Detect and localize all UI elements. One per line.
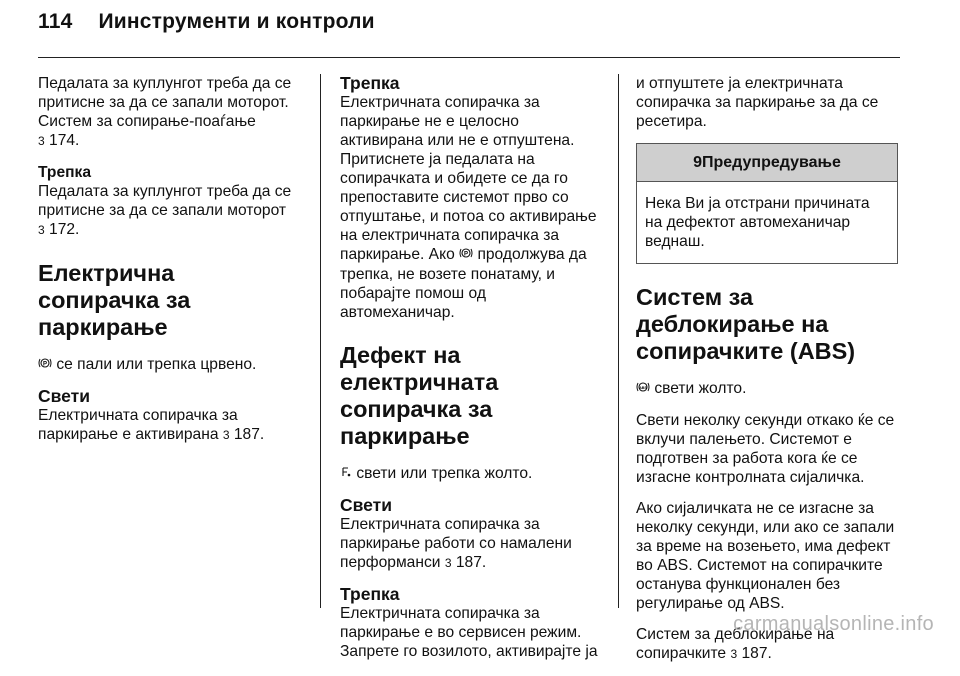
paragraph: Педалата за куплунгот треба да се притисне за да се запали моторот 3 172. [38,183,292,238]
page-reference-link[interactable]: 187. [233,426,265,443]
section-heading: Дефект на електричната сопирачка за паркирање [340,342,499,449]
subheading: Трепка [340,584,400,604]
header-rule [38,57,900,58]
reference-arrow-icon: 3 [38,223,45,237]
abs-icon [636,380,650,399]
column-1 [38,74,300,457]
warning-text: Нека Ви ја отстрани причината на дефектот автомеханичар веднаш. [645,195,870,250]
paragraph: Ако сијаличката не се изгасне за неколку секунди, или ако се запали за време на возењето, има дефект во ABS. Системот на сопирачките останува функционален без регулирање од ABS. [636,500,895,612]
column-3 [636,74,898,676]
subheading: Свети [38,386,90,406]
section-heading: Електрична сопирачка за паркирање [38,260,191,340]
warning-header [637,144,897,182]
paragraph: Електричната сопирачка за паркирање е во сервисен режим. Запрете го возилото, активирајте ја [340,605,598,660]
paragraph: и отпуштете ја електричната сопирачка за паркирање за да се ресетира. [636,75,879,130]
column-2 [340,74,602,673]
svg-text:P: P [42,361,48,368]
column-divider [618,74,619,608]
section-heading: Систем за деблокирање на сопирачките (ABS) [636,284,856,364]
svg-text:P: P [464,251,469,258]
warning-triangle-icon: 9 [693,154,702,171]
page-reference-link[interactable]: 172. [49,221,80,238]
subheading: Трепка [38,164,92,181]
paragraph: Свети неколку секунди откако ќе се вклучи палењето. Системот е подготвен за работа кога ќе се изгасне контролната сијаличка. [636,412,895,486]
paragraph: Електричната сопирачка за паркирање работи со намалени перформанси 3 187. [340,516,572,571]
subheading: Свети [340,495,392,515]
paragraph: ABS свети жолто. [636,379,898,399]
page-reference-link[interactable]: 187. [741,645,772,662]
page-reference-link[interactable]: 174. [49,132,80,149]
page-header [38,10,375,34]
parking-brake-icon [38,356,52,375]
paragraph: Педалата за куплунгот треба да се притисне за да се запали моторот. Систем за сопирање-поаѓање 3 174. [38,75,292,149]
warning-box [636,143,898,264]
watermark: carmanualsonline.info [733,613,934,635]
column-divider [320,74,321,608]
reference-arrow-icon: 3 [444,556,452,570]
paragraph: Електричната сопирачка за паркирање не е целосно активирана или не е отпуштена. Притиснете ја педалата на сопирачката и обидете се да го препоставите системот прво со отпуштање, и потоа со активирање на електричната сопирачка за паркирање. Ако P продолжува да трепка, не возете понатаму, и побарајте помош од автомеханичар. [340,94,597,321]
paragraph: свети или трепка жолто. [340,464,602,484]
reference-arrow-icon: 3 [222,428,230,442]
page-number: 114 [38,10,73,33]
warning-title: Предупредување [701,154,841,171]
reference-arrow-icon: 3 [38,134,45,148]
reference-arrow-icon: 3 [730,647,738,661]
paragraph: P се пали или трепка црвено. [38,355,300,375]
subheading: Трепка [340,73,400,93]
page-title: Иинструменти и контроли [98,10,375,33]
paragraph: Систем за деблокирање на сопирачките 3 187. [636,626,835,662]
parking-brake-icon [459,246,473,265]
page-reference-link[interactable]: 187. [455,554,487,571]
brake-fault-icon [340,465,352,484]
svg-text:ABS: ABS [639,385,647,390]
paragraph: Електричната сопирачка за паркирање е активирана 3 187. [38,407,265,443]
